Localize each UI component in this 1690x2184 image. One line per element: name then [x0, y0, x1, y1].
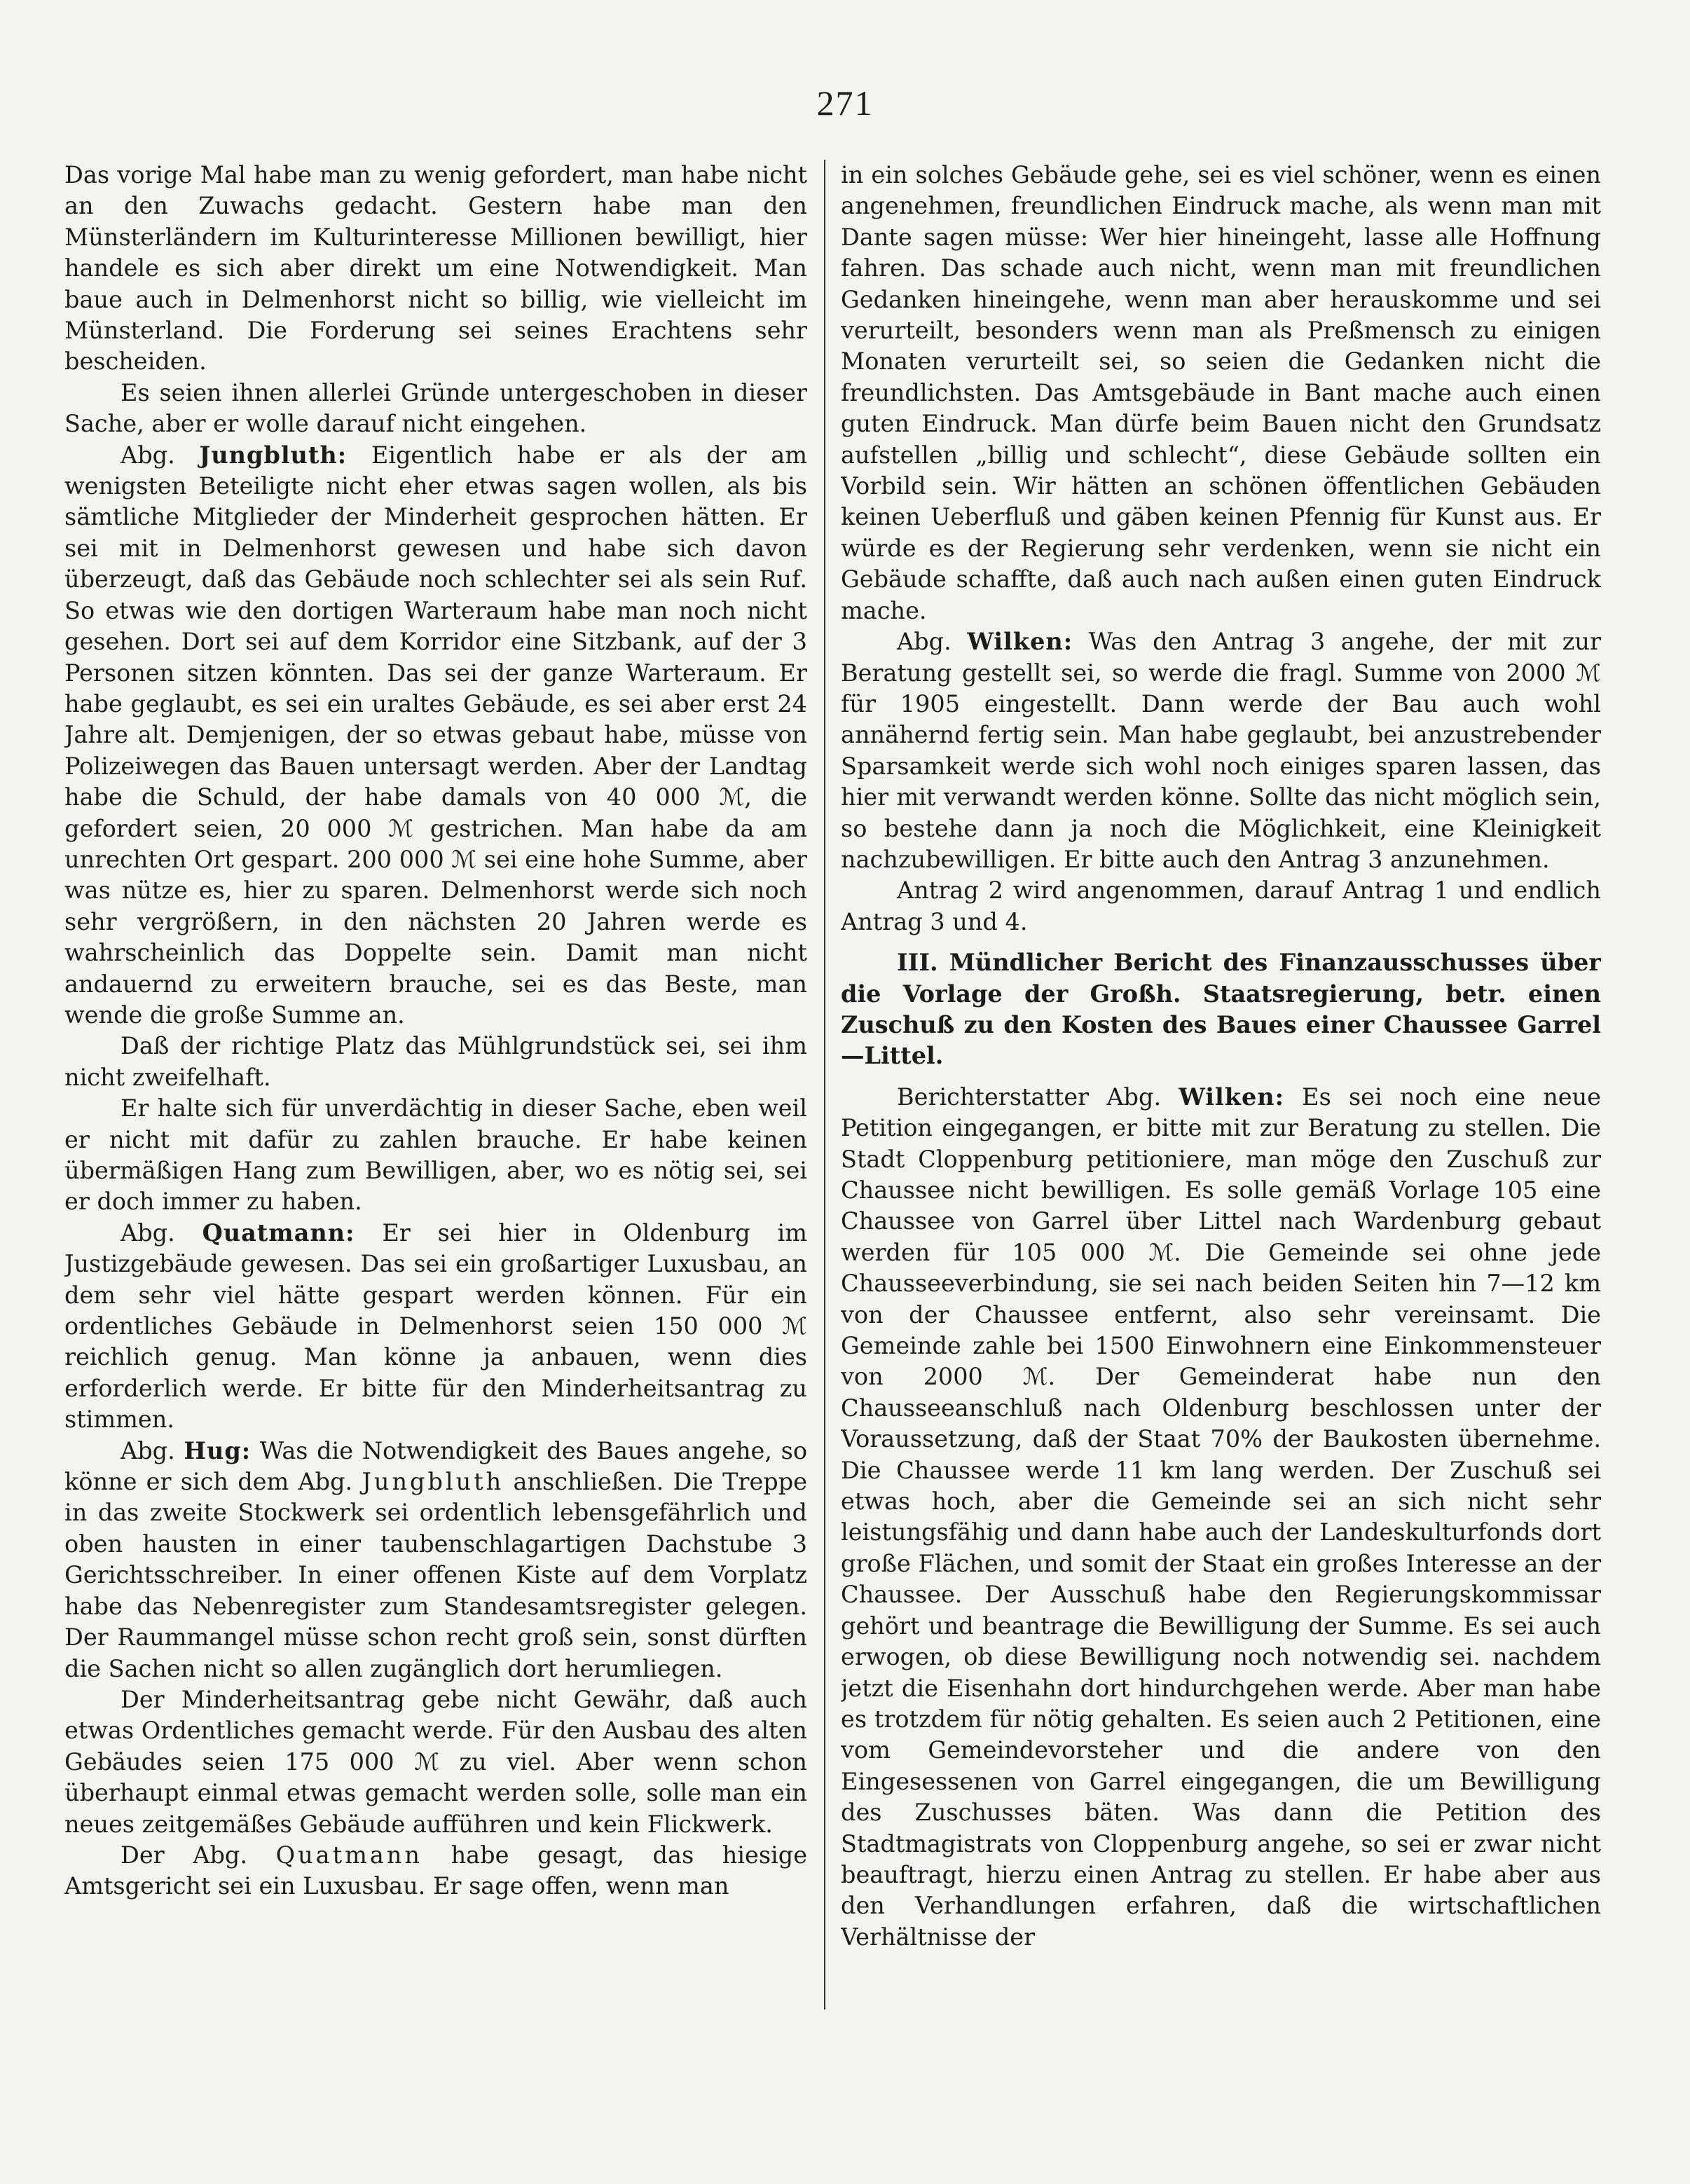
speaker-name: Hug:	[184, 1436, 252, 1464]
speech-text: Was den Antrag 3 angehe, der mit zur Beratung gestellt sei, so werde die fragl. Summe von 2000 ℳ für 1905 eingestellt. Dann werde der Bau auch wohl annähernd fertig sein. Man habe geglaubt, bei anzustrebender Sparsamkeit werde sich wohl noch einiges sparen lassen, das hier mit verwandt werden könne. Sollte das nicht möglich sein, so bestehe dann ja noch die Möglichkeit, eine Kleinigkeit nachzubewilligen. Er bitte auch den Antrag 3 anzunehmen.	[841, 628, 1601, 873]
paragraph: Antrag 2 wird angenommen, darauf Antrag 1 und endlich Antrag 3 und 4.	[841, 877, 1601, 935]
speech-wilken-report	[841, 1082, 1601, 1953]
speaker-name: Quatmann:	[202, 1218, 355, 1246]
section-heading: III. Mündlicher Bericht des Finanzausschusses über die Vorlage der Großh. Staatsregierung, betr. einen Zuschuß zu den Kosten des Baues einer Chaussee Garrel—Littel.	[841, 949, 1601, 1070]
page-number: 271	[816, 83, 874, 123]
speaker-prefix: Abg.	[121, 1436, 175, 1464]
column-divider	[824, 160, 825, 2010]
right-column	[841, 160, 1601, 2017]
speech-text: Es sei noch eine neue Petition eingegangen, er bitte mit zur Beratung zu stellen. Die Stadt Cloppenburg petitioniere, man möge den Zuschuß zur Chaussee nicht bewilligen. Es solle gemäß Vorlage 105 eine Chaussee von Garrel über Littel nach Wardenburg gebaut werden für 105 000 ℳ. Die Gemeinde sei ohne jede Chausseeverbindung, sie sei nach beiden Seiten hin 7—12 km von der Chaussee entfernt, also sehr vereinsamt. Die Gemeinde zahle bei 1500 Einwohnern eine Einkommensteuer von 2000 ℳ. Der Gemeinderat habe nun den Chausseeanschluß nach Oldenburg beschlossen unter der Voraussetzung, daß der Staat 70% der Baukosten übernehme. Die Chaussee werde 11 km lang werden. Der Zuschuß sei etwas hoch, aber die Gemeinde sei an sich nicht sehr leistungsfähig und dann habe auch der Landeskulturfonds dort große Flächen, und somit der Staat ein großes Interesse an der Chaussee. Der Ausschuß habe den Regierungskommissar gehört und beantrage die Bewilligung der Summe. Es sei auch erwogen, ob diese Bewilligung noch notwendig sei. nachdem jetzt die Eisenhahn dort hindurchgehen werde. Aber man habe es trotzdem für nötig gehalten. Es seien auch 2 Petitionen, eine vom Gemeindevorsteher und die andere von den Eingesessenen von Garrel eingegangen, die um Bewilligung des Zuschusses bäten. Was dann die Petition des Stadtmagistrats von Cloppenburg angehe, so sei er zwar nicht beauftragt, hierzu einen Antrag zu stellen. Er habe aber aus den Verhandlungen erfahren, daß die wirtschaftlichen Verhältnisse der	[841, 1083, 1601, 1951]
text-run: habe gesagt, das hiesige Amtsgericht sei ein Luxusbau. Er sage offen, wenn man	[64, 1841, 807, 1900]
speaker-prefix: Abg.	[897, 628, 952, 656]
paragraph: Es seien ihnen allerlei Gründe untergeschoben in dieser Sache, aber er wolle darauf nicht eingehen.	[64, 378, 807, 438]
speaker-name: Jungbluth:	[199, 441, 348, 469]
speech-hug	[64, 1436, 807, 1684]
paragraph: Der Minderheitsantrag gebe nicht Gewähr, daß auch etwas Ordentliches gemacht werde. Für den Ausbau des alten Gebäudes seien 175 000 ℳ zu viel. Aber wenn schon überhaupt einmal etwas gemacht werden solle, solle man ein neues zeitgemäßes Gebäude aufführen und kein Flickwerk.	[64, 1685, 807, 1838]
paragraph	[64, 1840, 807, 1902]
speaker-name: Wilken:	[967, 628, 1073, 656]
speech-jungbluth	[64, 440, 807, 1031]
speaker-prefix: Abg.	[121, 1218, 175, 1246]
speech-wilken	[841, 626, 1601, 875]
text-run: Der Abg.	[121, 1841, 248, 1869]
left-column	[64, 160, 807, 2017]
speech-text: Was die Notwendigkeit des Baues angehe, so könne er sich dem Abg.	[64, 1436, 807, 1496]
speaker-prefix: Abg.	[121, 441, 175, 469]
speech-text: Er sei hier in Oldenburg im Justizgebäude gewesen. Das sei ein großartiger Luxusbau, an dem sehr viel hätte gespart werden können. Für ein ordentliches Gebäude in Delmenhorst seien 150 000 ℳ reichlich genug. Man könne ja anbauen, wenn dies erforderlich werde. Er bitte für den Minderheitsantrag zu stimmen.	[64, 1218, 807, 1434]
paragraph: Er halte sich für unverdächtig in dieser Sache, eben weil er nicht mit dafür zu zahlen brauche. Er habe keinen übermäßigen Hang zum Bewilligen, aber, wo es nötig sei, sei er doch immer zu haben.	[64, 1094, 807, 1216]
paragraph: in ein solches Gebäude gehe, sei es viel schöner, wenn es einen angenehmen, freundlichen Eindruck mache, als wenn man mit Dante sagen müsse: Wer hier hineingeht, lasse alle Hoffnung fahren. Das schade auch nicht, wenn man mit freundlichen Gedanken hineingehe, wenn man aber herauskomme und sei verurteilt, besonders wenn man als Preßmensch zu einigen Monaten verurteilt sei, so seien die Gedanken nicht die freundlichsten. Das Amtsgebäude in Bant mache auch einen guten Eindruck. Man dürfe beim Bauen nicht den Grundsatz aufstellen „billig und schlecht“, diese Gebäude sollten ein Vorbild sein. Wir hätten an schönen öffentlichen Gebäuden keinen Ueberfluß und gäben keinen Pfennig für Kunst aus. Er würde es der Regierung sehr verdenken, wenn sie nicht ein Gebäude schaffte, daß auch nach außen einen guten Eindruck mache.	[841, 161, 1601, 624]
speech-text: anschließen. Die Treppe in das zweite Stockwerk sei ordentlich lebensgefährlich und oben hausten in einer taubenschlagartigen Dachstube 3 Gerichtsschreiber. In einer offenen Kiste auf dem Vorplatz habe das Nebenregister zum Standesamtsregister gelegen. Der Raummangel müsse schon recht groß sein, sonst dürften die Sachen nicht so allen zugänglich dort herumliegen.	[64, 1468, 807, 1682]
speech-quatmann	[64, 1218, 807, 1436]
speaker-prefix: Berichterstatter Abg.	[897, 1083, 1162, 1111]
name-reference: Jungbluth	[362, 1468, 504, 1496]
speech-text: Eigentlich habe er als der am wenigsten Beteiligte nicht eher etwas sagen wollen, als bis sämtliche Mitglieder der Minderheit gesprochen hätten. Er sei mit in Delmenhorst gewesen und habe sich davon überzeugt, daß das Gebäude noch schlechter sei als sein Ruf. So etwas wie den dortigen Warteraum habe man noch nicht gesehen. Dort sei auf dem Korridor eine Sitzbank, auf der 3 Personen sitzen könnten. Das sei der ganze Warteraum. Er habe geglaubt, es sei ein uraltes Gebäude, es sei aber erst 24 Jahre alt. Demjenigen, der so etwas gebaut habe, müsse von Polizeiwegen das Bauen untersagt werden. Aber der Landtag habe die Schuld, der habe damals von 40 000 ℳ, die gefordert seien, 20 000 ℳ gestrichen. Man habe da am unrechten Ort gespart. 200 000 ℳ sei eine hohe Summe, aber was nütze es, hier zu sparen. Delmenhorst werde sich noch sehr vergrößern, in den nächsten 20 Jahren werde es wahrscheinlich das Doppelte sein. Damit man nicht andauernd zu erweitern brauche, sei es das Beste, man wende die große Summe an.	[64, 441, 807, 1029]
speaker-name: Wilken:	[1179, 1083, 1284, 1111]
paragraph: Daß der richtige Platz das Mühlgrundstück sei, sei ihm nicht zweifelhaft.	[64, 1032, 807, 1091]
paragraph: Das vorige Mal habe man zu wenig gefordert, man habe nicht an den Zuwachs gedacht. Gestern habe man den Münsterländern im Kulturinteresse Millionen bewilligt, hier handele es sich aber direkt um eine Notwendigkeit. Man baue auch in Delmenhorst nicht so billig, wie vielleicht im Münsterland. Die Forderung sei seines Erachtens sehr bescheiden.	[64, 161, 807, 376]
name-reference: Quatmann	[275, 1841, 422, 1869]
